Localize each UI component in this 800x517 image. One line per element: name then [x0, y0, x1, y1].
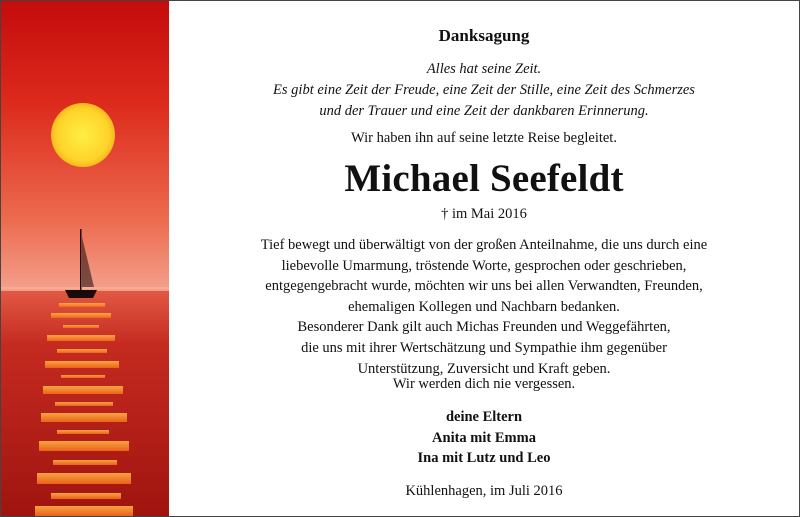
notice-text — [169, 1, 799, 516]
quote-line: Es gibt eine Zeit der Freude, eine Zeit der Stille, eine Zeit des Schmerzes — [273, 82, 695, 98]
intro-line: Wir haben ihn auf seine letzte Reise begleitet. — [351, 130, 617, 146]
signer: deine Eltern — [445, 409, 523, 425]
signer: Anita mit Emma — [432, 429, 536, 446]
death-date: † im Mai 2016 — [441, 206, 527, 222]
body-line: ehemaligen Kollegen und Nachbarn bedanken. — [348, 298, 620, 315]
heading: Danksagung — [438, 26, 530, 45]
sunset-photo — [1, 1, 169, 516]
place-date: Kühlenhagen, im Juli 2016 — [405, 483, 563, 499]
body-line: entgegengebracht wurde, möchten wir uns bei allen Verwandten, Freunden, — [265, 278, 703, 295]
thanks-body — [169, 235, 799, 379]
signer: Ina mit Lutz und Leo — [417, 450, 551, 466]
body-line: Besonderer Dank gilt auch Michas Freunden und Weggefährten, — [297, 319, 671, 336]
quote-line: Alles hat seine Zeit. — [426, 61, 542, 77]
signers — [169, 407, 799, 469]
body-line: Tief bewegt und überwältigt von der großen Anteilnahme, die uns durch eine — [260, 237, 708, 253]
quote — [169, 59, 799, 122]
quote-line: und der Trauer und eine Zeit der dankbaren Erinnerung. — [319, 103, 649, 119]
deceased-name: Michael Seefeldt — [344, 157, 624, 200]
closing-line: Wir werden dich nie vergessen. — [392, 376, 576, 392]
body-line: die uns mit ihrer Wertschätzung und Sympathie ihm gegenüber — [301, 339, 667, 356]
sun — [51, 103, 115, 167]
body-line: liebevolle Umarmung, tröstende Worte, gesprochen oder geschrieben, — [281, 257, 687, 274]
body-line: Unterstützung, Zuversicht und Kraft geben. — [357, 360, 611, 377]
